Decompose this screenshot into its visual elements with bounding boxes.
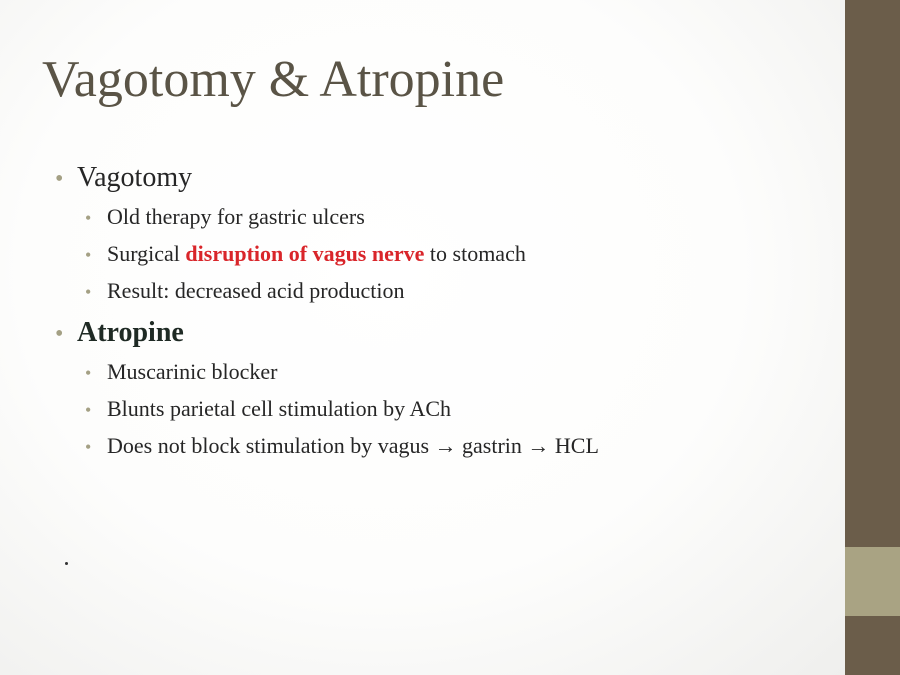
bullet-atropine [55,315,184,352]
sub-bullet-text: Blunts parietal cell stimulation by ACh [107,396,452,421]
slide-title: Vagotomy & Atropine [42,51,505,108]
sub-bullet-marker: • [85,400,92,420]
sub-bullet-surgical-disruption [85,239,526,270]
sub-bullet-marker: • [85,437,92,457]
sub-bullet-text-part3: HCL [549,433,599,458]
sub-bullet-text-after: to stomach [424,241,526,266]
bullet-heading-vagotomy: Vagotomy [77,162,193,193]
sub-bullet-old-therapy [85,202,365,233]
arrow-icon: → [434,433,457,458]
sub-bullet-text: Old therapy for gastric ulcers [107,204,365,229]
sub-bullet-marker: • [85,245,92,265]
sub-bullet-text-part1: Does not block stimulation by vagus [107,433,435,458]
sub-bullet-marker: • [85,208,92,228]
decorative-sidebar-accent [845,547,900,616]
sub-bullet-blunts [85,394,451,425]
arrow-icon: → [527,433,550,458]
bullet-heading-atropine: Atropine [77,317,184,348]
sub-bullet-text: Result: decreased acid production [107,278,405,303]
sub-bullet-marker: • [85,363,92,383]
bullet-vagotomy [55,160,192,197]
sub-bullet-muscarinic [85,357,277,388]
sub-bullet-text-before: Surgical [107,241,186,266]
sub-bullet-result [85,276,405,307]
sub-bullet-text: Muscarinic blocker [107,359,278,384]
sub-bullet-text-part2: gastrin [456,433,528,458]
sub-bullet-marker: • [85,282,92,302]
sub-bullet-does-not-block [85,431,599,462]
bullet-marker: • [55,166,64,192]
bullet-marker: • [55,321,64,347]
highlighted-phrase: disruption of vagus nerve [185,241,425,266]
stray-dot-mark [65,562,68,565]
